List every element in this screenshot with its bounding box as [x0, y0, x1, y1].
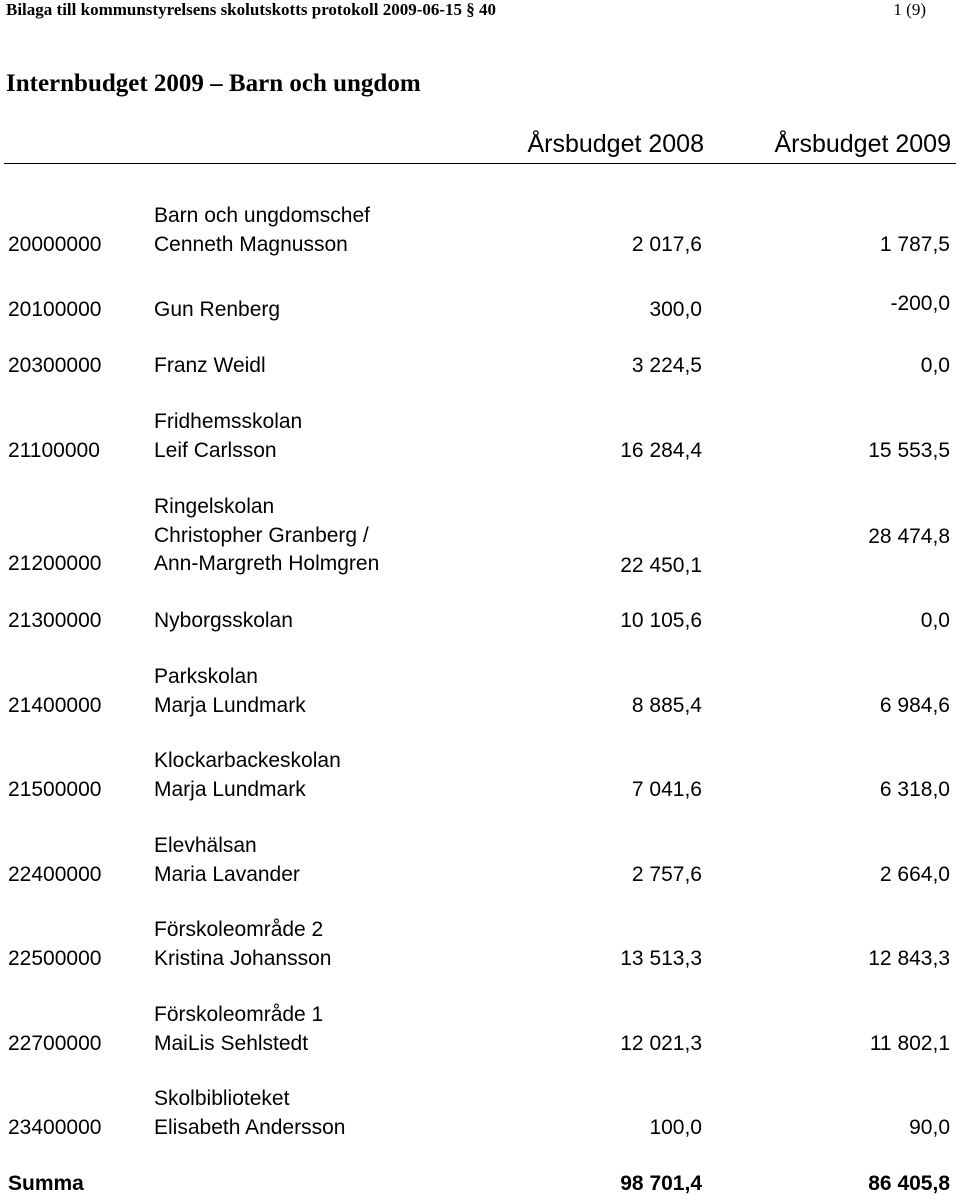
unit-line: Ringelskolan [154, 495, 275, 518]
budget-2009-value: 90,0 [909, 1116, 950, 1139]
budget-2009-value: 0,0 [920, 609, 950, 632]
unit-line: Kristina Johansson [154, 947, 332, 970]
unit-line: Ann-Margreth Holmgren [154, 552, 380, 575]
total-2008-value: 98 701,4 [620, 1172, 702, 1195]
account-code: 21400000 [8, 694, 102, 717]
budget-2009-value: 11 802,1 [869, 1032, 950, 1055]
unit-line: Leif Carlsson [154, 439, 277, 462]
unit-line: Gun Renberg [154, 298, 281, 321]
budget-2009-value: 0,0 [920, 354, 950, 377]
budget-2009-value: 2 664,0 [879, 863, 950, 886]
budget-2009-value: 15 553,5 [868, 439, 950, 462]
account-code: 22500000 [8, 947, 102, 970]
unit-line: Klockarbackeskolan [154, 749, 341, 772]
unit-line: Skolbiblioteket [154, 1087, 290, 1110]
budget-2009-value: 6 318,0 [879, 778, 950, 801]
unit-line: Elevhälsan [154, 834, 257, 857]
budget-2009-value: 6 984,6 [879, 694, 950, 717]
header-divider [4, 163, 956, 164]
budget-2008-value: 3 224,5 [631, 354, 702, 377]
budget-2008-value: 2 757,6 [631, 863, 702, 886]
total-label: Summa [8, 1172, 84, 1195]
unit-line: Maria Lavander [154, 863, 300, 886]
document-header: Bilaga till kommunstyrelsens skolutskotts protokoll 2009-06-15 § 40 [6, 0, 497, 19]
unit-line: Förskoleområde 1 [154, 1003, 324, 1026]
column-header-budget-2008: Årsbudget 2008 [527, 130, 704, 158]
unit-line: Förskoleområde 2 [154, 918, 324, 941]
budget-2009-value: 28 474,8 [868, 525, 950, 548]
budget-2009-value: -200,0 [890, 292, 950, 315]
budget-2009-value: 1 787,5 [879, 233, 950, 256]
budget-2008-value: 7 041,6 [631, 778, 702, 801]
unit-line: Barn och ungdomschef [154, 204, 370, 227]
account-code: 20000000 [8, 233, 102, 256]
budget-2008-value: 22 450,1 [620, 554, 702, 577]
unit-line: Christopher Granberg / [154, 524, 369, 547]
page-title: Internbudget 2009 – Barn och ungdom [6, 70, 421, 97]
budget-2008-value: 2 017,6 [631, 233, 702, 256]
budget-2008-value: 13 513,3 [620, 947, 702, 970]
unit-line: Nyborgsskolan [154, 609, 293, 632]
unit-line: Parkskolan [154, 665, 258, 688]
budget-2008-value: 16 284,4 [620, 439, 702, 462]
budget-2008-value: 300,0 [649, 298, 702, 321]
account-code: 22400000 [8, 863, 102, 886]
account-code: 21500000 [8, 778, 102, 801]
account-code: 21100000 [8, 439, 100, 462]
budget-2008-value: 12 021,3 [620, 1032, 702, 1055]
page-number: 1 (9) [893, 0, 926, 19]
total-2009-value: 86 405,8 [868, 1172, 950, 1195]
budget-2008-value: 8 885,4 [631, 694, 702, 717]
unit-line: Fridhemsskolan [154, 410, 303, 433]
account-code: 21200000 [8, 552, 102, 575]
unit-line: Elisabeth Andersson [154, 1116, 346, 1139]
account-code: 21300000 [8, 609, 102, 632]
account-code: 20300000 [8, 354, 102, 377]
unit-line: Marja Lundmark [154, 778, 306, 801]
account-code: 22700000 [8, 1032, 102, 1055]
unit-line: MaiLis Sehlstedt [154, 1032, 309, 1055]
budget-2008-value: 100,0 [649, 1116, 702, 1139]
account-code: 20100000 [8, 298, 102, 321]
budget-2009-value: 12 843,3 [868, 947, 950, 970]
unit-line: Marja Lundmark [154, 694, 306, 717]
budget-2008-value: 10 105,6 [620, 609, 702, 632]
unit-line: Cenneth Magnusson [154, 233, 348, 256]
column-header-budget-2009: Årsbudget 2009 [774, 130, 951, 158]
account-code: 23400000 [8, 1116, 102, 1139]
unit-line: Franz Weidl [154, 354, 266, 377]
